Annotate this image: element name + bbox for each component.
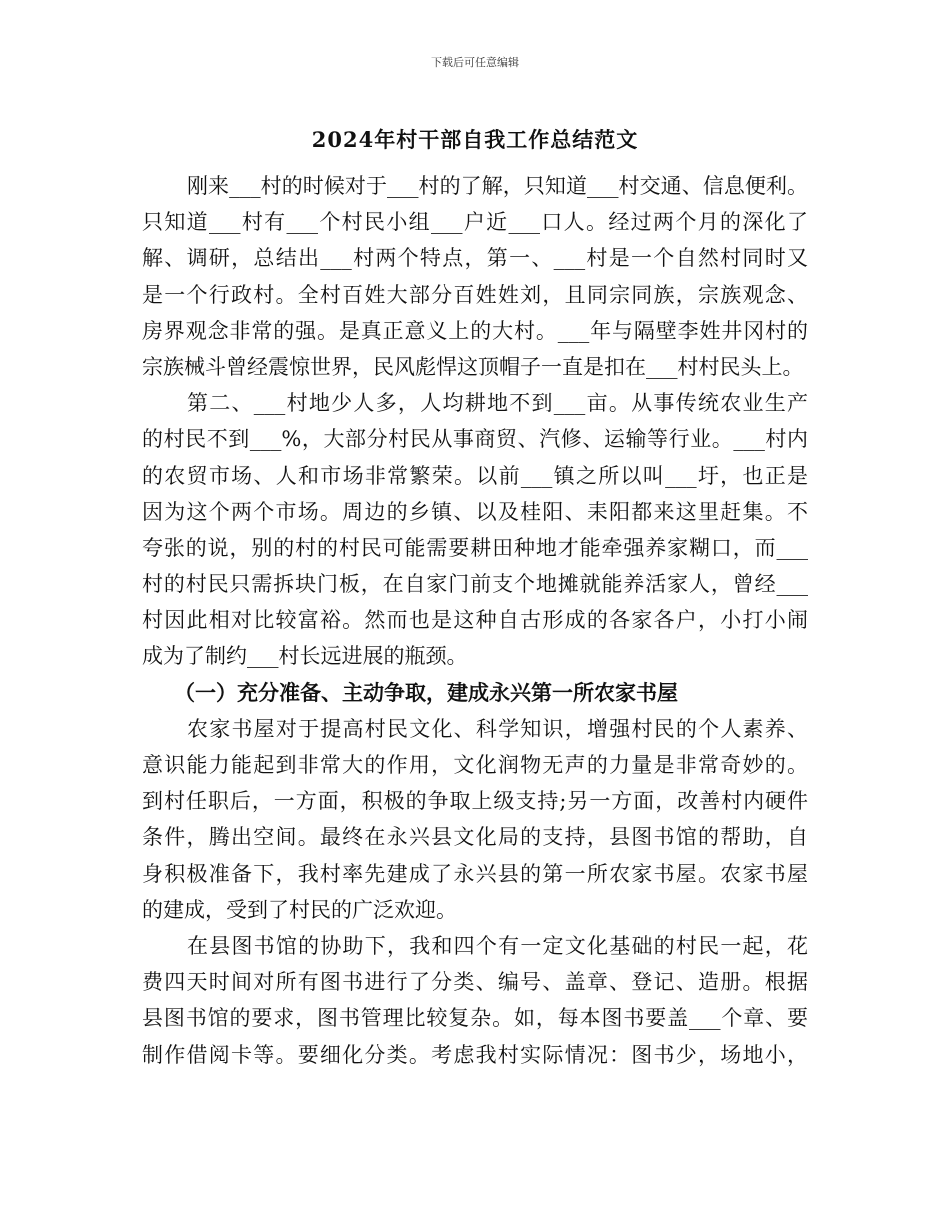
text-line: 只知道___村有___个村民小组___户近___口人。经过两个月的深化了 — [142, 210, 808, 235]
text-line: 意识能力能起到非常大的作用，文化润物无声的力量是非常奇妙的。 — [142, 753, 808, 777]
text-line: 宗族械斗曾经震惊世界，民风彪悍这顶帽子一直是扣在___村村民头上。 — [142, 354, 804, 379]
text-line: 身积极准备下，我村率先建成了永兴县的第一所农家书屋。农家书屋 — [142, 861, 808, 886]
text-line: 夸张的说，别的村的村民可能需要耕田种地才能牵强养家糊口，而___ — [142, 535, 808, 560]
text-line: 制作借阅卡等。要细化分类。考虑我村实际情况：图书少，场地小， — [142, 1042, 808, 1067]
text-line: 解、调研，总结出___村两个特点，第一、___村是一个自然村同时又 — [142, 246, 808, 271]
section-heading: （一）充分准备、主动争取，建成永兴第一所农家书屋 — [174, 679, 678, 705]
text-line: 的农贸市场、人和市场非常繁荣。以前___镇之所以叫___圩，也正是 — [142, 463, 808, 488]
text-line: 是一个行政村。全村百姓大部分百姓姓刘，且同宗同族，宗族观念、 — [142, 282, 808, 307]
document-body — [142, 168, 808, 1073]
text-line: 条件，腾出空间。最终在永兴县文化局的支持，县图书馆的帮助，自 — [142, 825, 808, 850]
document-title: 2024年村干部自我工作总结范文 — [311, 127, 639, 152]
text-line: 的建成，受到了村民的广泛欢迎。 — [142, 897, 457, 922]
text-line: 第二、___村地少人多，人均耕地不到___亩。从事传统农业生产 — [187, 391, 808, 416]
header-note: 下载后可任意编辑 — [431, 56, 519, 69]
text-line: 村的村民只需拆块门板，在自家门前支个地摊就能养活家人，曾经___ — [142, 572, 808, 597]
text-line: 刚来___村的时候对于___村的了解，只知道___村交通、信息便利。 — [187, 174, 808, 198]
text-line: 成为了制约___村长远进展的瓶颈。 — [142, 644, 468, 669]
text-line: 农家书屋对于提高村民文化、科学知识，增强村民的个人素养、 — [187, 716, 808, 741]
text-line: 因为这个两个市场。周边的乡镇、以及桂阳、耒阳都来这里赶集。不 — [142, 499, 808, 524]
text-line: 村因此相对比较富裕。然而也是这种自古形成的各家各户，小打小闹 — [142, 608, 808, 633]
text-line: 在县图书馆的协助下，我和四个有一定文化基础的村民一起，花 — [187, 933, 808, 958]
text-line: 的村民不到___%，大部分村民从事商贸、汽修、运输等行业。___村内 — [142, 427, 808, 452]
text-line: 到村任职后，一方面，积极的争取上级支持;另一方面，改善村内硬件 — [142, 789, 808, 814]
text-line: 县图书馆的要求，图书管理比较复杂。如，每本图书要盖___个章、要 — [142, 1006, 808, 1031]
text-line: 房界观念非常的强。是真正意义上的大村。___年与隔壁李姓井冈村的 — [142, 318, 808, 343]
text-line: 费四天时间对所有图书进行了分类、编号、盖章、登记、造册。根据 — [142, 970, 808, 995]
